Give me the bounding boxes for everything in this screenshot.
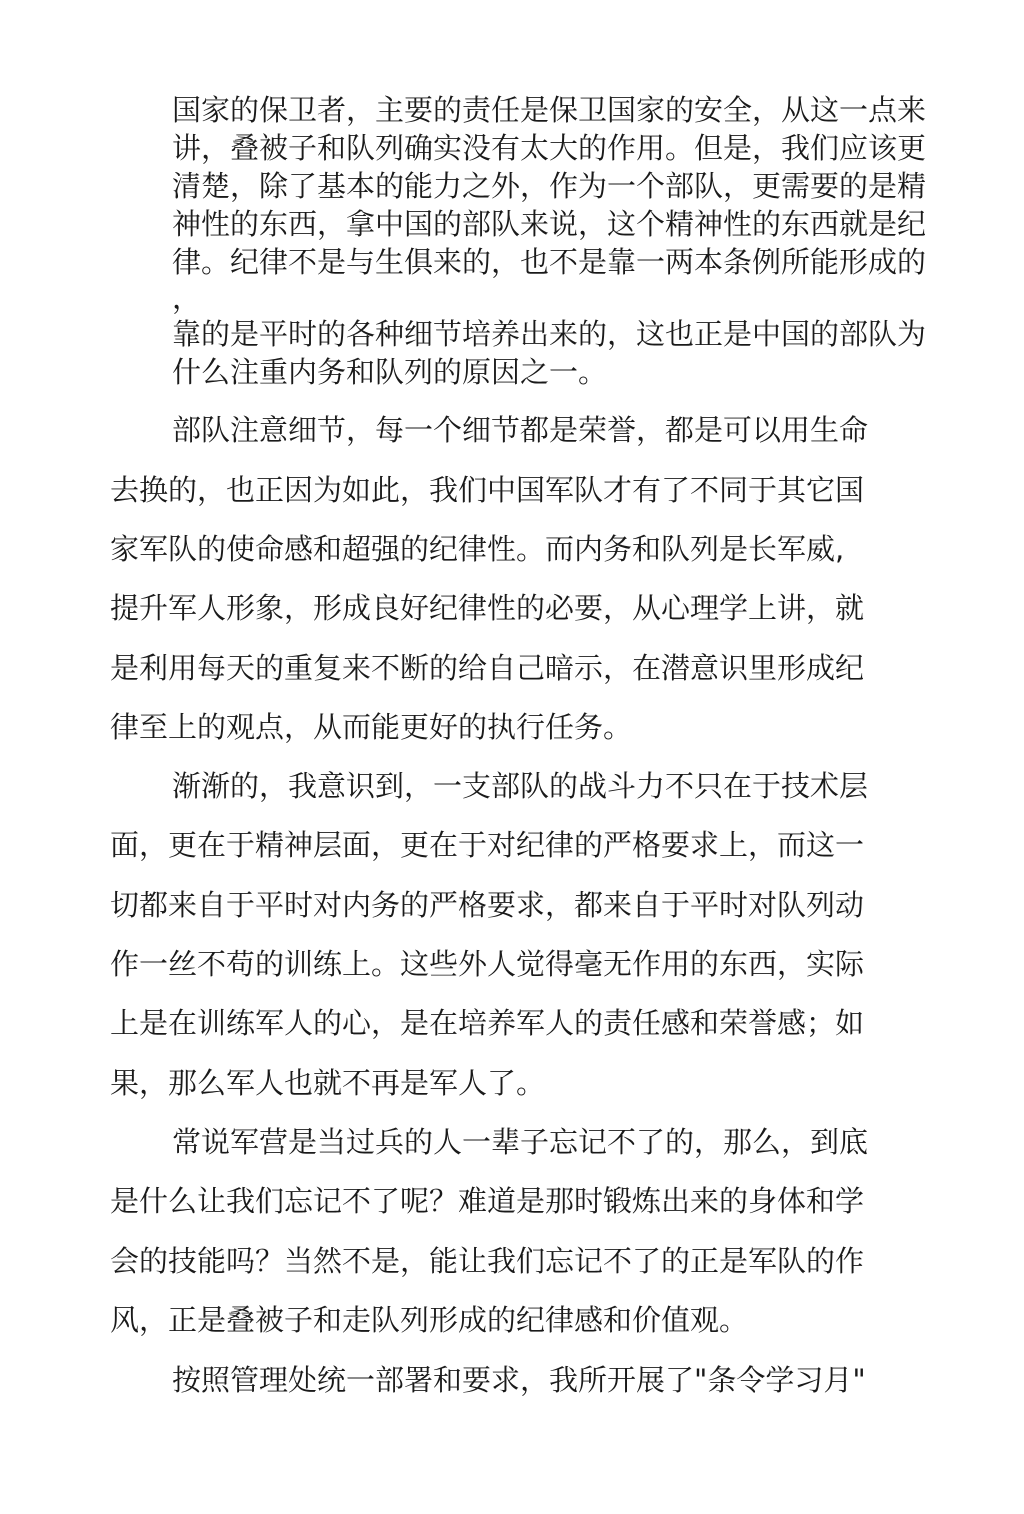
- text-line: 家军队的使命感和超强的纪律性。而内务和队列是长军威,: [110, 532, 845, 566]
- text-line: 是什么让我们忘记不了呢？难道是那时锻炼出来的身体和学: [110, 1184, 865, 1218]
- text-line: 讲，叠被子和队列确实没有太大的作用。但是，我们应该更: [172, 131, 927, 165]
- paragraph-first-line: 按照管理处统一部署和要求，我所开展了"条令学习月": [172, 1363, 866, 1397]
- text-line: 律至上的观点，从而能更好的执行任务。: [110, 710, 633, 744]
- text-line: 清楚，除了基本的能力之外，作为一个部队，更需要的是精: [172, 169, 927, 203]
- paragraph-first-line: 渐渐的，我意识到，一支部队的战斗力不只在于技术层: [172, 769, 869, 803]
- text-line: 什么注重内务和队列的原因之一。: [172, 355, 608, 389]
- text-line: 上是在训练军人的心，是在培养军人的责任感和荣誉感；如: [110, 1006, 865, 1040]
- text-line: 切都来自于平时对内务的严格要求，都来自于平时对队列动: [110, 888, 865, 922]
- text-line: 面，更在于精神层面，更在于对纪律的严格要求上，而这一: [110, 828, 865, 862]
- text-line: 风，正是叠被子和走队列形成的纪律感和价值观。: [110, 1303, 749, 1337]
- paragraph-first-line: 常说军营是当过兵的人一辈子忘记不了的，那么，到底: [172, 1125, 869, 1159]
- text-line: 提升军人形象，形成良好纪律性的必要，从心理学上讲，就: [110, 591, 865, 625]
- text-line: 果，那么军人也就不再是军人了。: [110, 1066, 546, 1100]
- text-line: 会的技能吗？当然不是，能让我们忘记不了的正是军队的作: [110, 1244, 865, 1278]
- text-line: 去换的，也正因为如此，我们中国军队才有了不同于其它国: [110, 473, 865, 507]
- text-line: ，: [172, 281, 202, 315]
- text-line: 作一丝不苟的训练上。这些外人觉得毫无作用的东西，实际: [110, 947, 865, 981]
- text-line: 国家的保卫者，主要的责任是保卫国家的安全，从这一点来: [172, 93, 927, 127]
- text-line: 是利用每天的重复来不断的给自己暗示，在潜意识里形成纪: [110, 651, 865, 685]
- text-line: 靠的是平时的各种细节培养出来的，这也正是中国的部队为: [172, 317, 927, 351]
- text-line: 神性的东西，拿中国的部队来说，这个精神性的东西就是纪: [172, 207, 927, 241]
- text-line: 律。纪律不是与生俱来的，也不是靠一两本条例所能形成的: [172, 245, 927, 279]
- paragraph-first-line: 部队注意细节，每一个细节都是荣誉，都是可以用生命: [172, 413, 869, 447]
